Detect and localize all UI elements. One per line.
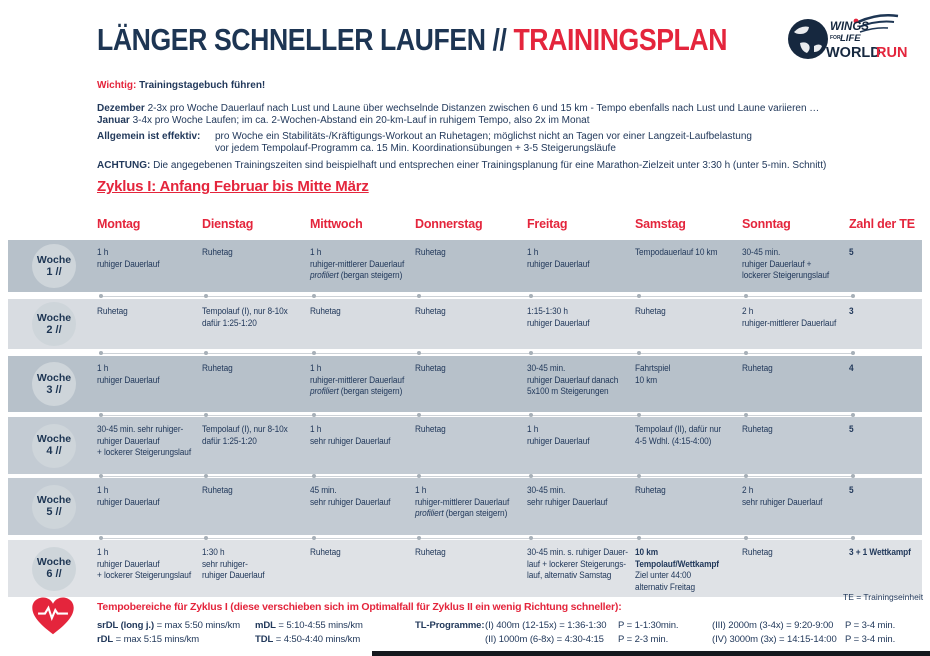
cell-te: 5 xyxy=(849,247,854,257)
week-badge: Woche 4 // xyxy=(32,424,76,468)
timeline-dot xyxy=(99,294,103,298)
cell-dienstag: Ruhetag xyxy=(202,247,233,257)
tl-program-3: (III) 2000m (3-4x) = 9:20-9:00 xyxy=(712,620,834,631)
cell-samstag: Tempolauf (II), dafür nur 4-5 Wdhl. (4:15-4:00) xyxy=(635,424,722,446)
tl-program-4: (IV) 3000m (3x) = 14:15-14:00 xyxy=(712,634,837,645)
timeline-dot xyxy=(637,536,641,540)
cell-samstag: Ruhetag xyxy=(635,485,666,495)
column-header-donnerstag: Donnerstag xyxy=(415,217,483,231)
allgemein-line1: pro Woche ein Stabilitäts-/Kräftigungs-Workout an Ruhetagen; möglichst nicht an Tagen vor einer Langzeit-Laufbelastung xyxy=(215,131,752,142)
cell-donnerstag: Ruhetag xyxy=(415,306,446,316)
timeline-connector xyxy=(99,353,853,354)
timeline-dot xyxy=(312,413,316,417)
timeline-dot xyxy=(851,536,855,540)
timeline-dot xyxy=(312,474,316,478)
cell-freitag: 1 h ruhiger Dauerlauf xyxy=(527,424,590,446)
cell-donnerstag: Ruhetag xyxy=(415,247,446,257)
week-badge: Woche 2 // xyxy=(32,302,76,346)
week-badge: Woche 5 // xyxy=(32,485,76,529)
week-badge: Woche 6 // xyxy=(32,547,76,591)
timeline-dot xyxy=(851,294,855,298)
timeline-dot xyxy=(744,351,748,355)
logo-for-text: FOR xyxy=(830,35,841,41)
allgemein-label: Allgemein ist effektiv: xyxy=(97,131,201,142)
legend-heading: Tempobereiche für Zyklus I (diese verschieben sich im Optimalfall für Zyklus II ein wenig Richtung schneller): xyxy=(97,601,622,613)
tl-programme-label: TL-Programme: xyxy=(415,620,485,631)
timeline-connector xyxy=(99,538,853,539)
timeline-dot xyxy=(637,294,641,298)
cell-sonntag: Ruhetag xyxy=(742,547,773,557)
bottom-edge-bar xyxy=(372,651,930,656)
allgemein-line2: vor jedem Tempolauf-Programm ca. 15 Min. Koordinationsübungen + 3-5 Steigerungsläufe xyxy=(215,143,616,154)
cell-mittwoch: 1 h ruhiger-mittlerer Dauerlauf profiliert (bergan steigern) xyxy=(310,247,405,280)
timeline-dot xyxy=(851,474,855,478)
januar-text: 3-4x pro Woche Laufen; im ca. 2-Wochen-Abstand ein 20-km-Lauf in ruhigem Tempo, also 2x im Monat xyxy=(132,115,590,126)
dezember-text: 2-3x pro Woche Dauerlauf nach Lust und Laune über wechselnde Distanzen zwischen 6 und 15 km - Tempo ebenfalls nach Lust und Laune variieren … xyxy=(147,103,820,114)
timeline-dot xyxy=(312,294,316,298)
januar-line xyxy=(97,115,589,127)
cell-mittwoch: 1 h sehr ruhiger Dauerlauf xyxy=(310,424,391,446)
cell-mittwoch: 1 h ruhiger-mittlerer Dauerlauf profiliert (bergan steigern) xyxy=(310,363,405,396)
cell-mittwoch: Ruhetag xyxy=(310,547,341,557)
tl-pause-4: P = 3-4 min. xyxy=(845,634,896,645)
timeline-dot xyxy=(744,474,748,478)
timeline-dot xyxy=(851,413,855,417)
cell-donnerstag: Ruhetag xyxy=(415,547,446,557)
cell-mittwoch: 45 min. sehr ruhiger Dauerlauf xyxy=(310,485,391,507)
timeline-dot xyxy=(204,294,208,298)
timeline-dot xyxy=(637,351,641,355)
timeline-dot xyxy=(204,413,208,417)
cell-montag: 30-45 min. sehr ruhiger- ruhiger Dauerlauf + lockerer Steigerungslauf xyxy=(97,424,192,457)
timeline-connector xyxy=(99,296,853,297)
timeline-dot xyxy=(99,413,103,417)
column-header-sonntag: Sonntag xyxy=(742,217,791,231)
cell-mittwoch: Ruhetag xyxy=(310,306,341,316)
dezember-label: Dezember xyxy=(97,103,145,114)
week-badge: Woche 3 // xyxy=(32,362,76,406)
globe-icon xyxy=(788,19,828,59)
achtung-label: ACHTUNG: xyxy=(97,160,151,171)
cell-montag: Ruhetag xyxy=(97,306,128,316)
legend-srdl: srDL (long j.) = max 5:50 mins/km xyxy=(97,620,241,631)
wings-for-life-world-run-logo xyxy=(786,10,924,73)
cell-te: 3 + 1 Wettkampf xyxy=(849,547,911,557)
cycle-heading: Zyklus I: Anfang Februar bis Mitte März xyxy=(97,178,369,195)
cell-te: 5 xyxy=(849,424,854,434)
table-row xyxy=(8,356,922,412)
timeline-dot xyxy=(529,536,533,540)
cell-samstag: Ruhetag xyxy=(635,306,666,316)
wichtig-text: Trainingstagebuch führen! xyxy=(139,80,266,91)
dezember-line xyxy=(97,103,819,115)
timeline-dot xyxy=(99,351,103,355)
timeline-dot xyxy=(312,536,316,540)
table-row xyxy=(8,240,922,292)
januar-label: Januar xyxy=(97,115,130,126)
timeline-dot xyxy=(417,294,421,298)
legend-rdl: rDL = max 5:15 mins/km xyxy=(97,634,200,645)
table-row xyxy=(8,540,922,597)
column-header-montag: Montag xyxy=(97,217,141,231)
column-header-dienstag: Dienstag xyxy=(202,217,254,231)
cell-donnerstag: Ruhetag xyxy=(415,363,446,373)
cell-samstag: 10 km Tempolauf/Wettkampf Ziel unter 44:00 alternativ Freitag xyxy=(635,547,719,592)
timeline-dot xyxy=(99,536,103,540)
tl-program-1: (I) 400m (12-15x) = 1:36-1:30 xyxy=(485,620,607,631)
column-header-te: Zahl der TE xyxy=(849,217,915,231)
cell-sonntag: 2 h sehr ruhiger Dauerlauf xyxy=(742,485,823,507)
cell-montag: 1 h ruhiger Dauerlauf xyxy=(97,363,160,385)
wichtig-line xyxy=(97,80,265,92)
timeline-dot xyxy=(312,351,316,355)
legend-tdl: TDL = 4:50-4:40 mins/km xyxy=(255,634,361,645)
achtung-text: Die angegebenen Trainingszeiten sind beispielhaft und entsprechen einer Trainingsplanung für eine Marathon-Zielzeit unter 3:30 h (unter 5-min. Schnitt) xyxy=(153,160,827,171)
timeline-dot xyxy=(204,536,208,540)
cell-te: 5 xyxy=(849,485,854,495)
cell-sonntag: Ruhetag xyxy=(742,363,773,373)
timeline-dot xyxy=(744,294,748,298)
cell-freitag: 30-45 min. sehr ruhiger Dauerlauf xyxy=(527,485,608,507)
timeline-dot xyxy=(204,351,208,355)
column-header-samstag: Samstag xyxy=(635,217,686,231)
timeline-dot xyxy=(529,294,533,298)
page-title xyxy=(97,22,727,58)
cell-freitag: 30-45 min. s. ruhiger Dauer- lauf + lockerer Steigerungs- lauf, alternativ Samstag xyxy=(527,547,628,580)
timeline-dot xyxy=(744,413,748,417)
cell-freitag: 1:15-1:30 h ruhiger Dauerlauf xyxy=(527,306,590,328)
timeline-dot xyxy=(417,413,421,417)
tl-pause-2: P = 2-3 min. xyxy=(618,634,669,645)
timeline-dot xyxy=(417,536,421,540)
cell-samstag: Fahrtspiel 10 km xyxy=(635,363,671,385)
page-title-main: LÄNGER SCHNELLER LAUFEN // xyxy=(97,22,514,57)
tl-pause-1: P = 1-1:30min. xyxy=(618,620,679,631)
timeline-connector xyxy=(99,476,853,477)
cell-dienstag: Tempolauf (I), nur 8-10x dafür 1:25-1:20 xyxy=(202,424,288,446)
timeline-dot xyxy=(637,413,641,417)
timeline-dot xyxy=(637,474,641,478)
week-badge: Woche 1 // xyxy=(32,244,76,288)
cell-montag: 1 h ruhiger Dauerlauf + lockerer Steigerungslauf xyxy=(97,547,192,580)
cell-sonntag: Ruhetag xyxy=(742,424,773,434)
table-row xyxy=(8,299,922,349)
cell-dienstag: Tempolauf (I), nur 8-10x dafür 1:25-1:20 xyxy=(202,306,288,328)
timeline-connector xyxy=(99,415,853,416)
cell-dienstag: Ruhetag xyxy=(202,363,233,373)
timeline-dot xyxy=(529,413,533,417)
cell-dienstag: Ruhetag xyxy=(202,485,233,495)
table-row xyxy=(8,478,922,535)
cell-te: 4 xyxy=(849,363,854,373)
logo-wings-text: WINGS xyxy=(830,21,869,33)
cell-montag: 1 h ruhiger Dauerlauf xyxy=(97,485,160,507)
timeline-dot xyxy=(99,474,103,478)
timeline-dot xyxy=(529,474,533,478)
cell-donnerstag: 1 h ruhiger-mittlerer Dauerlauf profiliert (bergan steigern) xyxy=(415,485,510,518)
heart-pulse-icon xyxy=(30,596,76,643)
achtung-line xyxy=(97,160,826,172)
cell-freitag: 1 h ruhiger Dauerlauf xyxy=(527,247,590,269)
page-title-accent: TRAININGSPLAN xyxy=(513,22,728,57)
column-header-mittwoch: Mittwoch xyxy=(310,217,363,231)
cell-sonntag: 30-45 min. ruhiger Dauerlauf + lockerer Steigerungslauf xyxy=(742,247,830,280)
cell-montag: 1 h ruhiger Dauerlauf xyxy=(97,247,160,269)
tl-program-2: (II) 1000m (6-8x) = 4:30-4:15 xyxy=(485,634,604,645)
table-row xyxy=(8,417,922,474)
logo-world-text: WORLD xyxy=(826,45,881,61)
cell-dienstag: 1:30 h sehr ruhiger- ruhiger Dauerlauf xyxy=(202,547,265,580)
timeline-dot xyxy=(529,351,533,355)
column-header-freitag: Freitag xyxy=(527,217,568,231)
legend-mdl: mDL = 5:10-4:55 mins/km xyxy=(255,620,363,631)
timeline-dot xyxy=(744,536,748,540)
allgemein-block xyxy=(97,131,752,155)
timeline-dot xyxy=(204,474,208,478)
wichtig-label: Wichtig: xyxy=(97,80,137,91)
cell-samstag: Tempodauerlauf 10 km xyxy=(635,247,718,257)
te-note: TE = Trainingseinheit xyxy=(843,592,924,602)
timeline-dot xyxy=(417,351,421,355)
timeline-dot xyxy=(851,351,855,355)
cell-donnerstag: Ruhetag xyxy=(415,424,446,434)
tl-pause-3: P = 3-4 min. xyxy=(845,620,896,631)
logo-life-text: LIFE xyxy=(840,33,861,44)
timeline-dot xyxy=(417,474,421,478)
cell-te: 3 xyxy=(849,306,854,316)
cell-sonntag: 2 h ruhiger-mittlerer Dauerlauf xyxy=(742,306,837,328)
cell-freitag: 30-45 min. ruhiger Dauerlauf danach 5x100 m Steigerungen xyxy=(527,363,619,396)
logo-run-text: RUN xyxy=(876,45,908,61)
